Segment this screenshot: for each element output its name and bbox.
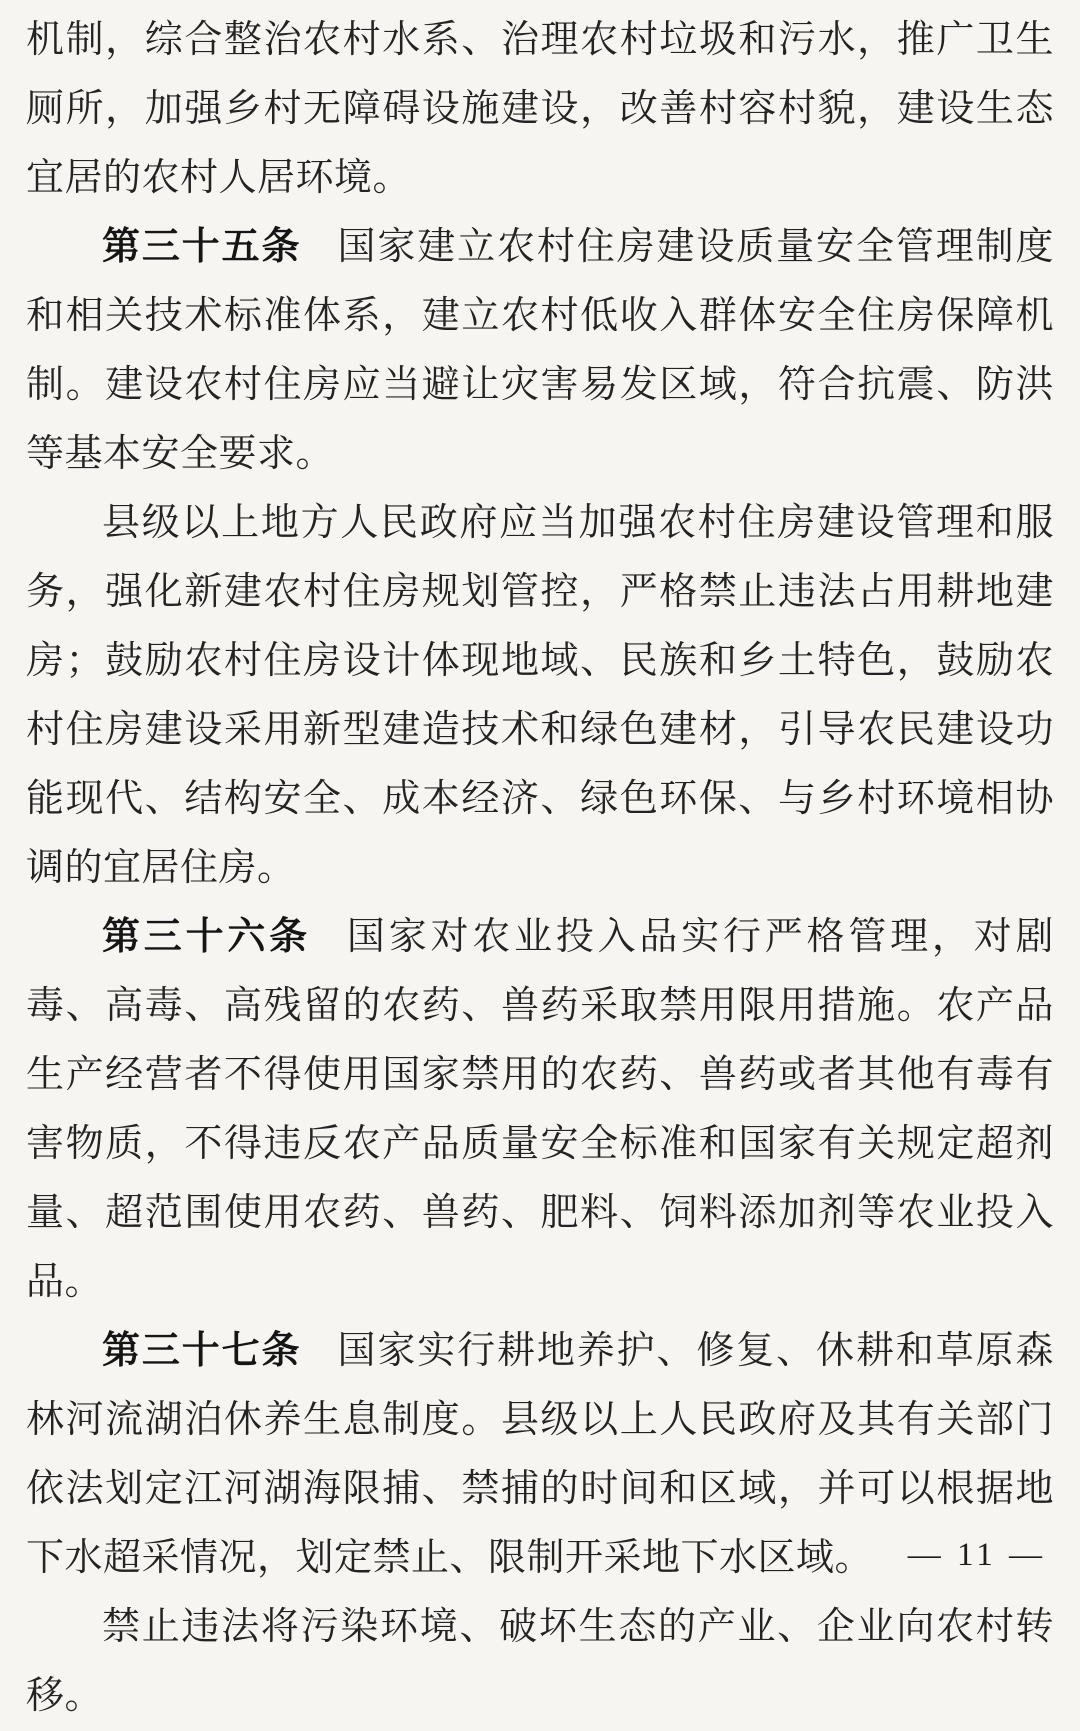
paragraph-text: 机制，综合整治农村水系、治理农村垃圾和污水，推广卫生厕所，加强乡村无障碍设施建设，改善村容村貌，建设生态宜居的农村人居环境。	[26, 19, 1054, 199]
paragraph-text: 国家实行耕地养护、修复、休耕和草原森林河流湖泊休养生息制度。县级以上人民政府及其有关部门依法划定江河湖海限捕、禁捕的时间和区域，并可以根据地下水超采情况，划定禁止、限制开采地下水区域。	[26, 1330, 1054, 1579]
page-number: — 11 —	[907, 1537, 1046, 1573]
article-number-label: 第三十七条	[102, 1330, 302, 1372]
article-number-label: 第三十六条	[102, 916, 311, 958]
paragraph-text: 国家建立农村住房建设质量安全管理制度和相关技术标准体系，建立农村低收入群体安全住房保障机制。建设农村住房应当避让灾害易发区域，符合抗震、防洪等基本安全要求。	[26, 226, 1054, 475]
paragraph-continuation	[26, 6, 1054, 213]
document-body	[26, 6, 1054, 1731]
paragraph-article-36	[26, 903, 1054, 1317]
paragraph-article-35	[26, 213, 1054, 489]
paragraph-text: 县级以上地方人民政府应当加强农村住房建设管理和服务，强化新建农村住房规划管控，严格禁止违法占用耕地建房；鼓励农村住房设计体现地域、民族和乡土特色，鼓励农村住房建设采用新型建造技术和绿色建材，引导农民建设功能现代、结构安全、成本经济、绿色环保、与乡村环境相协调的宜居住房。	[26, 502, 1054, 889]
article-number-label: 第三十五条	[102, 226, 302, 268]
paragraph-text: 禁止违法将污染环境、破坏生态的产业、企业向农村转移。	[26, 1606, 1054, 1717]
paragraph-text: 国家对农业投入品实行严格管理，对剧毒、高毒、高残留的农药、兽药采取禁用限用措施。农产品生产经营者不得使用国家禁用的农药、兽药或者其他有毒有害物质，不得违反农产品质量安全标准和国家有关规定超剂量、超范围使用农药、兽药、肥料、饲料添加剂等农业投入品。	[26, 916, 1054, 1303]
paragraph-article-37-clause-2	[26, 1593, 1054, 1731]
paragraph-article-37	[26, 1317, 1054, 1593]
paragraph-article-35-clause-2	[26, 489, 1054, 903]
